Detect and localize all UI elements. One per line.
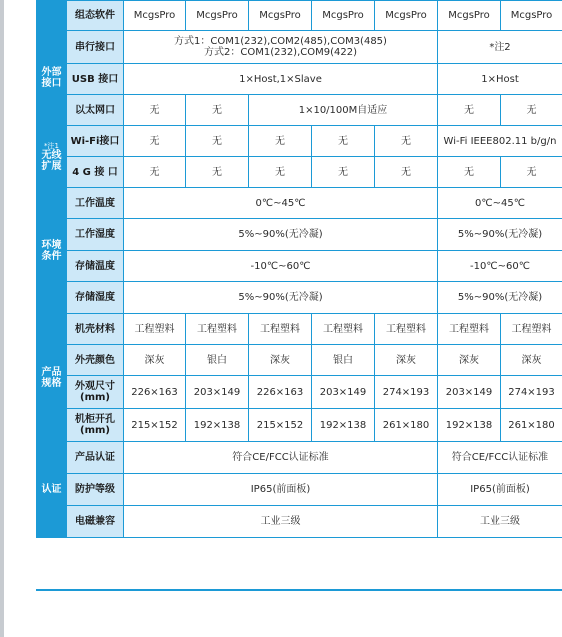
color-cell: 银白 bbox=[312, 345, 375, 376]
material-cell: 工程塑料 bbox=[501, 314, 562, 345]
dimensions-cell: 226×163 bbox=[124, 376, 186, 409]
env-main: -10℃~60℃ bbox=[124, 251, 438, 282]
wifi-last: Wi-Fi IEEE802.11 b/g/n bbox=[438, 126, 562, 157]
page-left-frame bbox=[0, 0, 4, 637]
color-cell: 深灰 bbox=[438, 345, 501, 376]
dimensions-unit: (mm) bbox=[80, 392, 110, 403]
bottom-rule bbox=[36, 589, 562, 591]
row-env bbox=[37, 251, 562, 282]
env-last: 5%~90%(无冷凝) bbox=[438, 219, 562, 251]
cutout-cell: 261×180 bbox=[501, 409, 562, 442]
row-env bbox=[37, 219, 562, 251]
row-label-env: 工作温度 bbox=[67, 188, 124, 219]
g4-cell: 无 bbox=[312, 157, 375, 188]
row-label-env: 工作湿度 bbox=[67, 219, 124, 251]
cert-last: 符合CE/FCC认证标准 bbox=[438, 442, 562, 474]
row-label-material: 机壳材料 bbox=[67, 314, 124, 345]
ethernet-cell: 无 bbox=[501, 95, 562, 126]
cutout-cell: 215×152 bbox=[124, 409, 186, 442]
cert-main: 工业三级 bbox=[124, 506, 438, 538]
cert-last: IP65(前面板) bbox=[438, 474, 562, 506]
dimensions-cell: 274×193 bbox=[375, 376, 438, 409]
material-cell: 工程塑料 bbox=[124, 314, 186, 345]
cutout-cell: 192×138 bbox=[438, 409, 501, 442]
category-wireless bbox=[37, 126, 67, 188]
row-label-usb: USB 接口 bbox=[67, 64, 124, 95]
color-cell: 深灰 bbox=[124, 345, 186, 376]
cutout-cell: 192×138 bbox=[312, 409, 375, 442]
row-label-cutout bbox=[67, 409, 124, 442]
row-label-cert: 电磁兼容 bbox=[67, 506, 124, 538]
row-label-software: 组态软件 bbox=[67, 1, 124, 31]
color-cell: 深灰 bbox=[375, 345, 438, 376]
row-cert bbox=[37, 474, 562, 506]
row-cert bbox=[37, 506, 562, 538]
g4-cell: 无 bbox=[438, 157, 501, 188]
category-blank bbox=[37, 1, 67, 31]
row-cutout bbox=[37, 409, 562, 442]
row-software bbox=[37, 1, 562, 31]
dimensions-cell: 203×149 bbox=[438, 376, 501, 409]
software-cell: McgsPro bbox=[438, 1, 501, 31]
category-certification: 认证 bbox=[37, 442, 67, 538]
serial-note: *注2 bbox=[438, 31, 562, 64]
material-cell: 工程塑料 bbox=[438, 314, 501, 345]
dimensions-cell: 226×163 bbox=[249, 376, 312, 409]
ethernet-cell: 无 bbox=[438, 95, 501, 126]
software-cell: McgsPro bbox=[186, 1, 249, 31]
g4-cell: 无 bbox=[186, 157, 249, 188]
row-color bbox=[37, 345, 562, 376]
wireless-note: *注1 bbox=[44, 141, 59, 150]
row-env bbox=[37, 188, 562, 219]
category-product-spec: 产品规格 bbox=[37, 314, 67, 442]
serial-mode-1: 方式1：COM1(232),COM2(485),COM3(485) bbox=[174, 36, 387, 47]
software-cell: McgsPro bbox=[249, 1, 312, 31]
cert-last: 工业三级 bbox=[438, 506, 562, 538]
env-last: 0℃~45℃ bbox=[438, 188, 562, 219]
color-cell: 深灰 bbox=[249, 345, 312, 376]
g4-cell: 无 bbox=[501, 157, 562, 188]
wifi-cell: 无 bbox=[312, 126, 375, 157]
serial-modes bbox=[124, 31, 438, 64]
env-main: 0℃~45℃ bbox=[124, 188, 438, 219]
spec-table bbox=[36, 0, 562, 538]
usb-last: 1×Host bbox=[438, 64, 562, 95]
row-label-ethernet: 以太网口 bbox=[67, 95, 124, 126]
row-label-cert: 产品认证 bbox=[67, 442, 124, 474]
ethernet-cell: 无 bbox=[124, 95, 186, 126]
row-4g bbox=[37, 157, 562, 188]
category-environment: 环境条件 bbox=[37, 188, 67, 314]
row-label-env: 存储温度 bbox=[67, 251, 124, 282]
color-cell: 深灰 bbox=[501, 345, 562, 376]
env-main: 5%~90%(无冷凝) bbox=[124, 282, 438, 314]
env-last: -10℃~60℃ bbox=[438, 251, 562, 282]
row-label-env: 存储湿度 bbox=[67, 282, 124, 314]
usb-main: 1×Host,1×Slave bbox=[124, 64, 438, 95]
cutout-label: 机柜开孔 bbox=[75, 414, 115, 425]
cert-main: IP65(前面板) bbox=[124, 474, 438, 506]
row-cert bbox=[37, 442, 562, 474]
row-label-wifi: Wi-Fi接口 bbox=[67, 126, 124, 157]
row-material bbox=[37, 314, 562, 345]
cutout-cell: 215×152 bbox=[249, 409, 312, 442]
category-external-interfaces: 外部接口 bbox=[37, 31, 67, 126]
env-main: 5%~90%(无冷凝) bbox=[124, 219, 438, 251]
dimensions-cell: 203×149 bbox=[312, 376, 375, 409]
serial-mode-2: 方式2：COM1(232),COM9(422) bbox=[203, 47, 357, 58]
row-label-serial: 串行接口 bbox=[67, 31, 124, 64]
color-cell: 银白 bbox=[186, 345, 249, 376]
wifi-cell: 无 bbox=[375, 126, 438, 157]
dimensions-label: 外观尺寸 bbox=[75, 381, 115, 392]
wifi-cell: 无 bbox=[124, 126, 186, 157]
material-cell: 工程塑料 bbox=[249, 314, 312, 345]
row-serial bbox=[37, 31, 562, 64]
cutout-cell: 192×138 bbox=[186, 409, 249, 442]
row-dimensions bbox=[37, 376, 562, 409]
dimensions-cell: 274×193 bbox=[501, 376, 562, 409]
cutout-unit: (mm) bbox=[80, 425, 110, 436]
material-cell: 工程塑料 bbox=[375, 314, 438, 345]
wireless-category-label: 无线扩展 bbox=[41, 149, 62, 172]
row-usb bbox=[37, 64, 562, 95]
wifi-cell: 无 bbox=[186, 126, 249, 157]
ethernet-cell: 无 bbox=[186, 95, 249, 126]
row-ethernet bbox=[37, 95, 562, 126]
software-cell: McgsPro bbox=[375, 1, 438, 31]
g4-cell: 无 bbox=[124, 157, 186, 188]
row-label-dimensions bbox=[67, 376, 124, 409]
software-cell: McgsPro bbox=[501, 1, 562, 31]
g4-cell: 无 bbox=[249, 157, 312, 188]
row-wifi bbox=[37, 126, 562, 157]
wifi-cell: 无 bbox=[249, 126, 312, 157]
env-last: 5%~90%(无冷凝) bbox=[438, 282, 562, 314]
dimensions-cell: 203×149 bbox=[186, 376, 249, 409]
software-cell: McgsPro bbox=[312, 1, 375, 31]
ethernet-mid: 1×10/100M自适应 bbox=[249, 95, 438, 126]
cutout-cell: 261×180 bbox=[375, 409, 438, 442]
cert-main: 符合CE/FCC认证标准 bbox=[124, 442, 438, 474]
material-cell: 工程塑料 bbox=[186, 314, 249, 345]
row-env bbox=[37, 282, 562, 314]
row-label-4g: 4 G 接 口 bbox=[67, 157, 124, 188]
material-cell: 工程塑料 bbox=[312, 314, 375, 345]
row-label-color: 外壳颜色 bbox=[67, 345, 124, 376]
row-label-cert: 防护等级 bbox=[67, 474, 124, 506]
software-cell: McgsPro bbox=[124, 1, 186, 31]
g4-cell: 无 bbox=[375, 157, 438, 188]
